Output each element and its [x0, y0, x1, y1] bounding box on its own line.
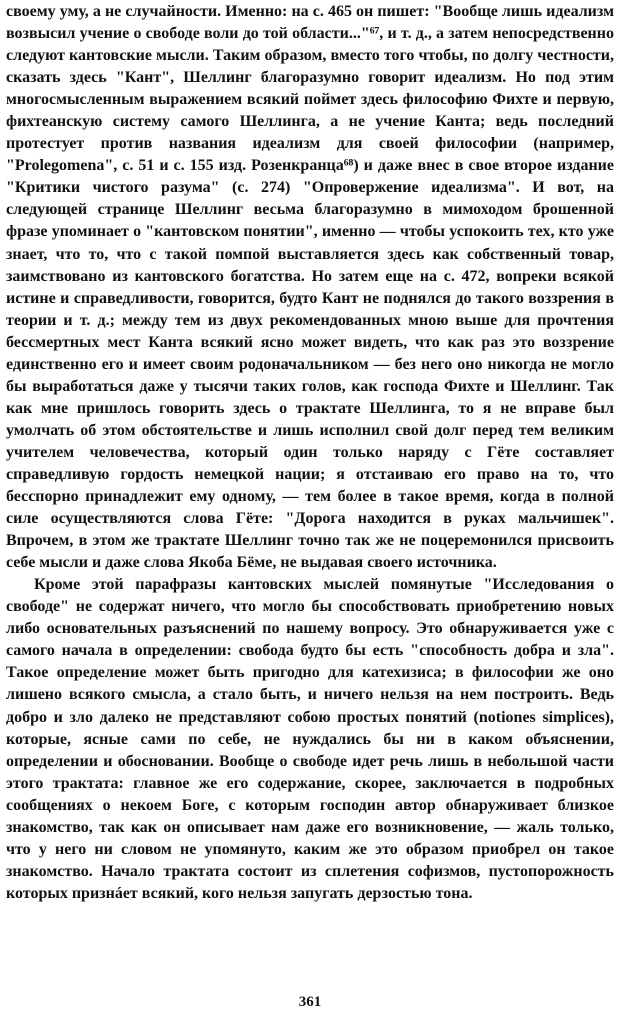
body-text — [6, 1, 614, 905]
page-number: 361 — [298, 994, 322, 1010]
paragraph-continuation: своему уму, а не случайности. Именно: на с. 465 он пишет: "Вообще лишь идеализм возвысил учение о свободе воли до той области..."⁶⁷, и т. д., а затем непосредственно следуют кантовские мысли. Таким образом, вместо того чтобы, по долгу честности, сказать здесь "Кант", Шеллинг благоразумно говорит идеализм. Но под этим многосмысленным выражением всякий поймет здесь философию Фихте и первую, фихтеанскую систему самого Шеллинга, а не учение Канта; ведь последний протестует против названия идеализм для своей философии (например, "Prolegomena", с. 51 и с. 155 изд. Розенкранца⁶⁸) и даже внес в свое второе издание "Критики чистого разума" (с. 274) "Опровержение идеализма". И вот, на следующей странице Шеллинг весьма благоразумно в мимоходом брошенной фразе упоминает о "кантовском понятии", именно — чтобы успокоить тех, кто уже знает, что то, что с такой помпой выставляется здесь как собственный товар, заимствовано из кантовского богатства. Но затем еще на с. 472, вопреки всякой истине и справедливости, говорится, будто Кант не поднялся до такого воззрения в теории и т. д.; между тем из двух рекомендованных мною выше для прочтения бессмертных мест Канта всякий ясно может видеть, что как раз это воззрение единственно его и имеет своим родоначальником — без него оно никогда не могло бы выработаться даже у тысячи таких голов, как господа Фихте и Шеллинг. Так как мне пришлось говорить здесь о трактате Шеллинга, то я не вправе был умолчать об этом обстоятельстве и лишь исполнил свой долг перед тем великим учителем человечества, который один только наряду с Гёте составляет справедливую гордость немецкой нации; я отстаиваю его право на то, что бесспорно принадлежит ему одному, — тем более в такое время, когда в полной силе осуществляются слова Гёте: "Дорога находится в руках мальчишек". Впрочем, в этом же трактате Шеллинг точно так же не поцеремонился присвоить себе мысли и даже слова Якоба Бёме, не выдавая своего источника. — [6, 3, 614, 572]
paragraph-freedom-investigations: Кроме этой парафразы кантовских мыслей помянутые "Исследования о свободе" не содержат ничего, что могло бы способствовать приобретению новых либо основательных разъяснений по нашему вопросу. Это обнаруживается уже с самого начала в определении: свобода будто бы есть "способность добра и зла". Такое определение может быть пригодно для катехизиса; в философии же оно лишено всякого смысла, а стало быть, и ничего нельзя на нем построить. Ведь добро и зло далеко не представляют собою простых понятий (notiones simplices), которые, ясные сами по себе, не нуждались бы ни в каком объяснении, определении и обосновании. Вообще о свободе идет речь лишь в небольшой части этого трактата: главное же его содержание, скорее, заключается в подробных сообщениях о некоем Боге, с которым господин автор обнаруживает близкое знакомство, так как он описывает нам даже его возникновение, — жаль только, что у него ни словом не упомянуто, каким же это образом приобрел он такое знакомство. Начало трактата состоит из сплетения софизмов, пустопорожность которых признáет всякий, кого нельзя запугать дерзостью тона. — [6, 576, 614, 902]
book-page — [6, 0, 614, 1028]
